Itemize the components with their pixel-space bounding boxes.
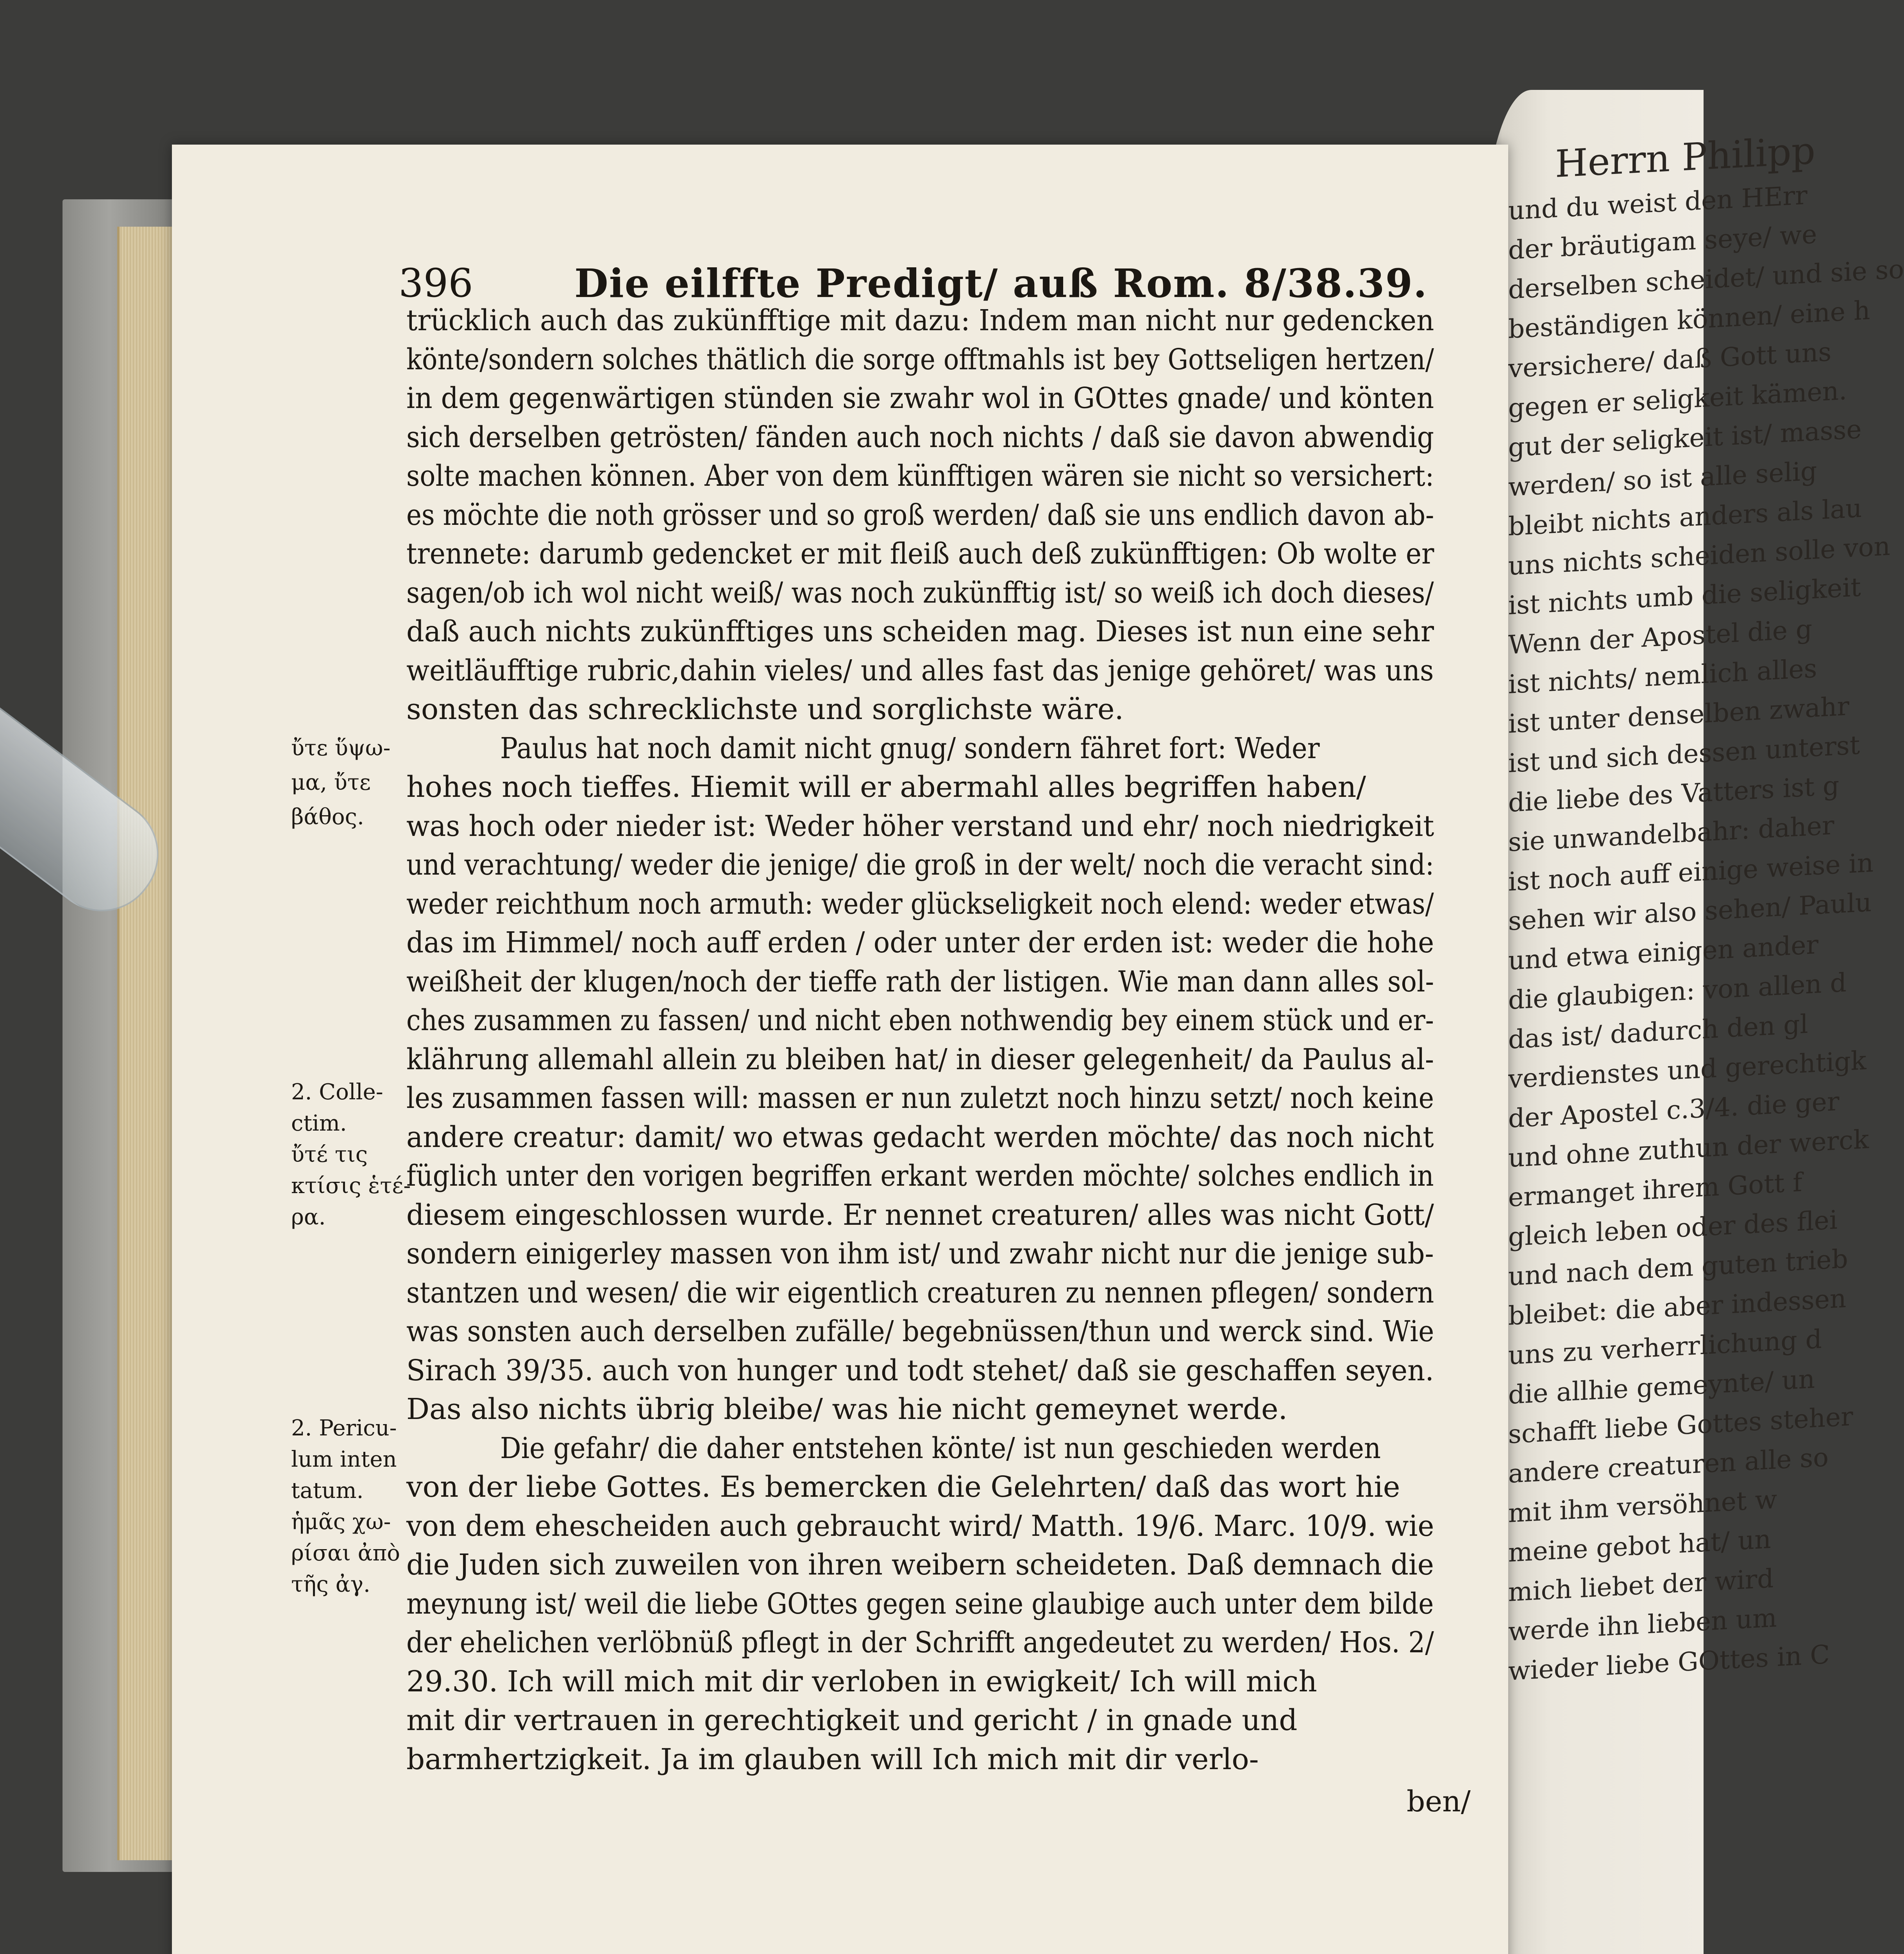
facing-page-line: sie unwandelbahr: daher — [1508, 810, 1834, 857]
facing-page-line: uns nichts scheiden solle von — [1508, 531, 1891, 581]
margin-note-line: ctim. — [291, 1111, 347, 1136]
facing-page-line: und nach dem guten trieb — [1508, 1244, 1848, 1292]
facing-page-line: meine gebot hat/ un — [1508, 1524, 1771, 1568]
body-line: les zusammen fassen will: massen er nun zuletzt noch hinzu setzt/ noch keine — [406, 1081, 1434, 1115]
facing-page-line: derselben scheidet/ und sie so — [1508, 254, 1904, 305]
body-line: andere creatur: damit/ wo etwas gedacht werden möchte/ das noch nicht — [406, 1120, 1434, 1154]
facing-page-line: die glaubigen: von allen d — [1508, 967, 1847, 1015]
body-line: das im Himmel/ noch auff erden / oder unter der erden ist: weder die hohe — [406, 926, 1434, 959]
margin-note-line: ἡμᾶς χω- — [291, 1509, 391, 1535]
body-line: sich derselben getrösten/ fänden auch noch nichts / daß sie davon abwendig — [406, 420, 1434, 454]
body-line: 29.30. Ich will mich mit dir verloben in ewigkeit/ Ich will mich — [406, 1664, 1317, 1698]
facing-page-line: mit ihm versöhnet w — [1508, 1484, 1777, 1528]
facing-page-line: ist und sich dessen unterst — [1508, 730, 1860, 778]
body-line: von der liebe Gottes. Es bemercken die Gelehrten/ daß das wort hie — [406, 1470, 1400, 1504]
body-line: Das also nichts übrig bleibe/ was hie nicht gemeynet werde. — [406, 1392, 1288, 1426]
body-line: sonsten das schrecklichste und sorglichste wäre. — [406, 692, 1124, 726]
page-number: 396 — [399, 260, 473, 306]
facing-page-line: und ohne zuthun der werck — [1508, 1124, 1869, 1173]
margin-note-line: μα, ὔτε — [291, 770, 371, 795]
margin-note-line: τῆς ἀγ. — [291, 1572, 370, 1597]
facing-page-line: Herrn Philipp — [1555, 129, 1816, 186]
body-line: hohes noch tieffes. Hiemit will er abermahl alles begriffen haben/ — [406, 770, 1366, 804]
body-line: Die gefahr/ die daher entstehen könte/ ist nun geschieden werden — [500, 1431, 1381, 1465]
facing-page-line: ist nichts umb die seligkeit — [1508, 572, 1861, 621]
body-line: in dem gegenwärtigen stünden sie zwahr wol in GOttes gnade/ und könten — [406, 381, 1434, 415]
body-line: der ehelichen verlöbnüß pflegt in der Schrifft angedeutet zu werden/ Hos. 2/ — [406, 1626, 1434, 1659]
margin-note-line: 2. Pericu- — [291, 1415, 397, 1441]
body-line: diesem eingeschlossen wurde. Er nennet creaturen/ alles was nicht Gott/ — [406, 1198, 1434, 1232]
body-line: meynung ist/ weil die liebe GOttes gegen seine glaubige auch unter dem bilde — [406, 1587, 1434, 1621]
running-title: Die eilffte Predigt/ auß Rom. 8/38.39. — [574, 260, 1428, 306]
body-line: es möchte die noth grösser und so groß werden/ daß sie uns endlich davon ab- — [406, 498, 1434, 532]
facing-page-line: ist nichts/ nemlich alles — [1508, 653, 1817, 700]
margin-note-line: βάθος. — [291, 804, 364, 830]
facing-page-line: andere creaturen alle so — [1508, 1442, 1829, 1489]
body-line: weder reichthum noch armuth: weder glückseligkeit noch elend: weder etwas/ — [406, 887, 1434, 921]
margin-note-line: ὔτέ τις — [291, 1142, 368, 1167]
facing-page-line: und etwa einigen ander — [1508, 929, 1818, 976]
facing-page-line: beständigen können/ eine h — [1508, 295, 1870, 344]
margin-note-line: κτίσις ἑτέ- — [291, 1173, 411, 1199]
body-line: klährung allemahl allein zu bleiben hat/ in dieser gelegenheit/ da Paulus al- — [406, 1042, 1434, 1076]
body-line: sondern einigerley massen von ihm ist/ und zwahr nicht nur die jenige sub- — [406, 1237, 1434, 1270]
facing-page-line: wieder liebe GOttes in C — [1508, 1639, 1830, 1686]
body-line: mit dir vertrauen in gerechtigkeit und gericht / in gnade und — [406, 1703, 1298, 1737]
facing-page-line: verdienstes und gerechtigk — [1508, 1045, 1866, 1094]
facing-page-line: gut der seligkeit ist/ masse — [1508, 414, 1862, 463]
facing-page-line: werde ihn lieben um — [1508, 1602, 1777, 1647]
facing-page-line: werden/ so ist alle selig — [1508, 456, 1817, 502]
facing-page-line: schafft liebe Gottes steher — [1508, 1401, 1853, 1449]
facing-page-line: die allhie gemeynte/ un — [1508, 1364, 1815, 1410]
facing-page-line: bleibet: die aber indessen — [1508, 1283, 1847, 1331]
body-line: könte/sondern solches thätlich die sorge offtmahls ist bey Gottseligen hertzen/ — [406, 342, 1434, 376]
body-line: füglich unter den vorigen begriffen erkant werden möchte/ solches endlich in — [406, 1159, 1434, 1193]
facing-page-line: versichere/ daß Gott uns — [1508, 336, 1832, 384]
body-line: ches zusammen zu fassen/ und nicht eben nothwendig bey einem stück und er- — [406, 1004, 1434, 1037]
facing-page-text — [1508, 125, 1904, 1805]
body-line: barmhertzigkeit. Ja im glauben will Ich mich mit dir verlo- — [406, 1742, 1259, 1776]
page-edges — [117, 227, 178, 1860]
margin-note-line: tatum. — [291, 1478, 364, 1503]
facing-page-line: der bräutigam seye/ we — [1508, 219, 1817, 265]
facing-page-line: bleibt nichts anders als lau — [1508, 493, 1862, 542]
facing-page-line: und du weist den HErr — [1508, 180, 1807, 226]
body-line: was sonsten auch derselben zufälle/ begebnüssen/thun und werck sind. Wie — [406, 1315, 1434, 1348]
facing-page-line: gleich leben oder des flei — [1508, 1204, 1838, 1252]
body-line: weißheit der klugen/noch der tieffe rath der listigen. Wie man dann alles sol- — [406, 964, 1434, 998]
facing-page-line: ist noch auff einige weise in — [1508, 847, 1874, 897]
body-line: daß auch nichts zukünfftiges uns scheiden mag. Dieses ist nun eine sehr — [406, 615, 1434, 648]
margin-note-line: 2. Colle- — [291, 1079, 383, 1105]
facing-page-line: gegen er seligkeit kämen. — [1508, 375, 1847, 423]
facing-page-line: sehen wir also sehen/ Paulu — [1508, 887, 1872, 936]
margin-note-line: ρα. — [291, 1204, 326, 1230]
facing-page-line: die liebe des Vatters ist g — [1508, 770, 1840, 818]
body-line: Paulus hat noch damit nicht gnug/ sondern fähret fort: Weder — [500, 731, 1320, 765]
facing-page-line: ist unter denselben zwahr — [1508, 691, 1849, 739]
body-line: Sirach 39/35. auch von hunger und todt stehet/ daß sie geschaffen seyen. — [406, 1353, 1434, 1387]
facing-page-line: ermanget ihrem Gott f — [1508, 1167, 1802, 1213]
facing-page-line: der Apostel c.3/4. die ger — [1508, 1086, 1840, 1134]
facing-page-line: mich liebet der wird — [1508, 1563, 1774, 1607]
facing-page-line: uns zu verherrlichung d — [1508, 1324, 1822, 1371]
body-line: sagen/ob ich wol nicht weiß/ was noch zukünfftig ist/ so weiß ich doch dieses/ — [406, 576, 1434, 610]
body-line: und verachtung/ weder die jenige/ die groß in der welt/ noch die veracht sind: — [406, 848, 1434, 882]
facing-page-line: das ist/ dadurch den gl — [1508, 1009, 1808, 1055]
facing-page-line: Wenn der Apostel die g — [1508, 614, 1813, 660]
body-line: weitläufftige rubric,dahin vieles/ und alles fast das jenige gehöret/ was uns — [406, 653, 1434, 687]
margin-note-line: ὔτε ὕψω- — [291, 735, 391, 761]
body-line: stantzen und wesen/ die wir eigentlich creaturen zu nennen pflegen/ sondern — [406, 1276, 1434, 1310]
margin-note-line: lum inten — [291, 1447, 397, 1472]
body-line: die Juden sich zuweilen von ihren weibern scheideten. Daß demnach die — [406, 1548, 1434, 1582]
body-line: von dem ehescheiden auch gebraucht wird/ Matth. 19/6. Marc. 10/9. wie — [406, 1509, 1434, 1543]
body-line: trennete: darumb gedencket er mit fleiß auch deß zukünfftigen: Ob wolte er — [406, 537, 1434, 571]
margin-note-line: ρίσαι ἀπὸ — [291, 1541, 400, 1566]
body-line: was hoch oder nieder ist: Weder höher verstand und ehr/ noch niedrigkeit — [406, 809, 1434, 843]
body-line: solte machen können. Aber von dem künfftigen wären sie nicht so versichert: — [406, 459, 1434, 493]
catchword: ben/ — [1407, 1785, 1471, 1818]
body-line: trücklich auch das zukünfftige mit dazu: Indem man nicht nur gedencken — [406, 304, 1434, 337]
